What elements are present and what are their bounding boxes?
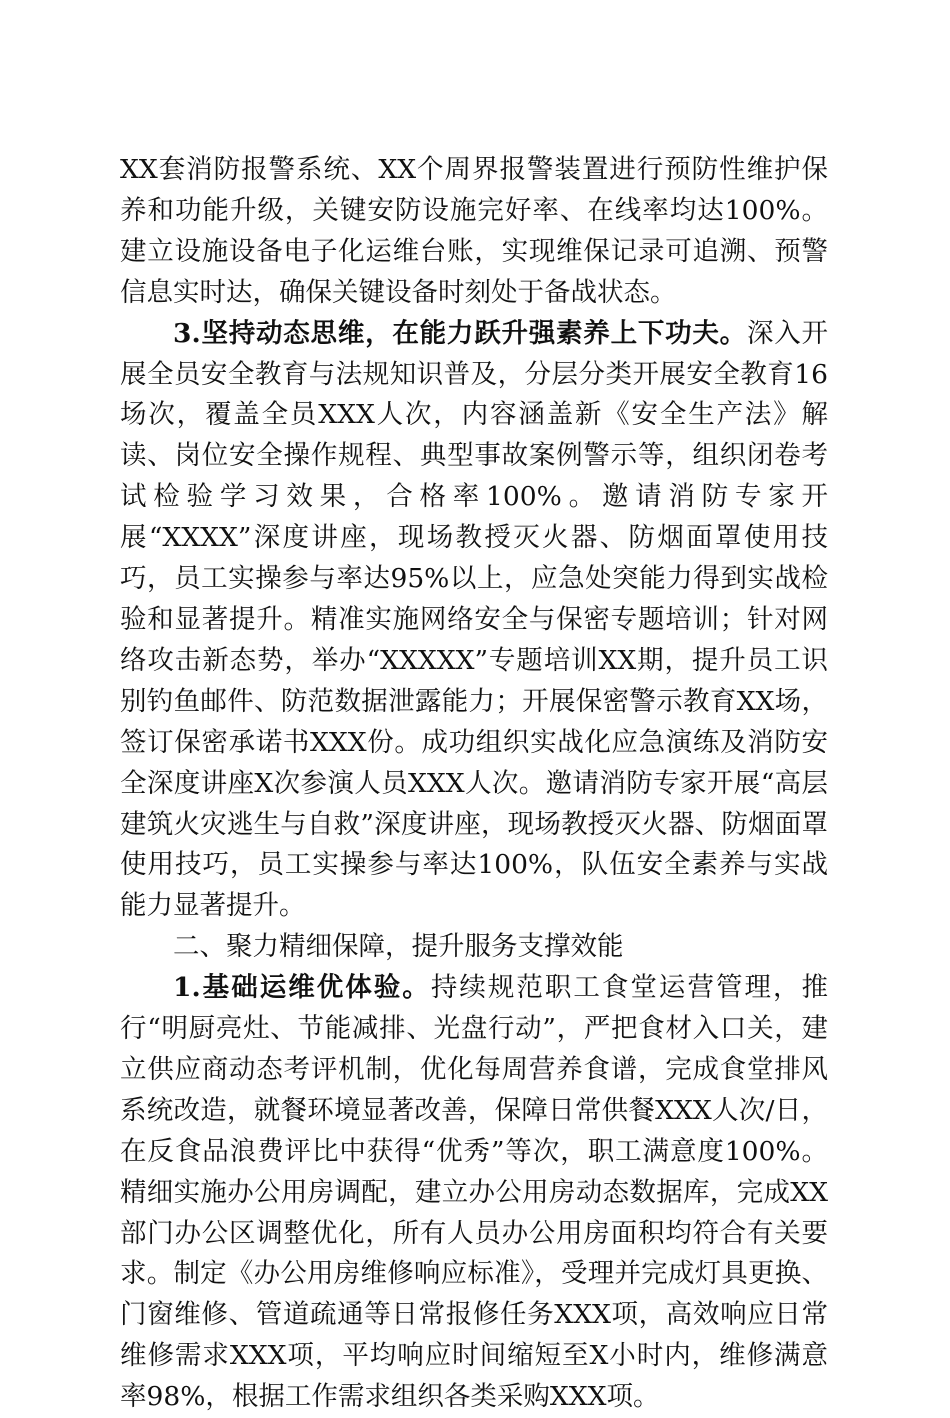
paragraph-security-facilities: XX套消防报警系统、XX个周界报警装置进行预防性维护保养和功能升级，关键安防设施完好率、在线率均达100%。建立设施设备电子化运维台账，实现维保记录可追溯、预警信息实时达，确保关键设备时刻处于备战状态。	[120, 154, 828, 308]
paragraph-capability-training	[120, 314, 828, 928]
subsection-1-lead: 1.基础运维优体验。	[173, 972, 431, 1004]
section-3-lead: 3.坚持动态思维，在能力跃升强素养上下功夫。	[173, 317, 747, 349]
subsection-1-body: 持续规范职工食堂运营管理，推行“明厨亮灶、节能减排、光盘行动”，严把食材入口关，建立供应商动态考评机制，优化每周营养食谱，完成食堂排风系统改造，就餐环境显著改善，保障日常供餐XXX人次/日，在反食品浪费评比中获得“优秀”等次，职工满意度100%。精细实施办公用房调配，建立办公用房动态数据库，完成XX部门办公区调整优化，所有人员办公用房面积均符合有关要求。制定《办公用房维修响应标准》，受理并完成灯具更换、门窗维修、管道疏通等日常报修任务XXX项，高效响应日常维修需求XXX项，平均响应时间缩短至X小时内，维修满意率98%，根据工作需求组织各类采购XXX项。	[120, 972, 829, 1413]
section-3-body: 深入开展全员安全教育与法规知识普及，分层分类开展安全教育16场次，覆盖全员XXX人次，内容涵盖新《安全生产法》解读、岗位安全操作规程、典型事故案例警示等，组织闭卷考试检验学习效果，合格率100%。邀请消防专家开展“XXXX”深度讲座，现场教授灭火器、防烟面罩使用技巧，员工实操参与率达95%以上，应急处突能力得到实战检验和显著提升。精准实施网络安全与保密专题培训；针对网络攻击新态势，举办“XXXXX”专题培训XX期，提升员工识别钓鱼邮件、防范数据泄露能力；开展保密警示教育XX场，签订保密承诺书XXX份。成功组织实战化应急演练及消防安全深度讲座X次参演人员XXX人次。邀请消防专家开展“高层建筑火灾逃生与自救”深度讲座，现场教授灭火器、防烟面罩使用技巧，员工实操参与率达100%，队伍安全素养与实战能力显著提升。	[120, 317, 829, 922]
document-page	[120, 150, 828, 1418]
section-heading-2: 二、聚力精细保障，提升服务支撑效能	[173, 931, 624, 963]
paragraph-basic-operations	[120, 968, 828, 1418]
